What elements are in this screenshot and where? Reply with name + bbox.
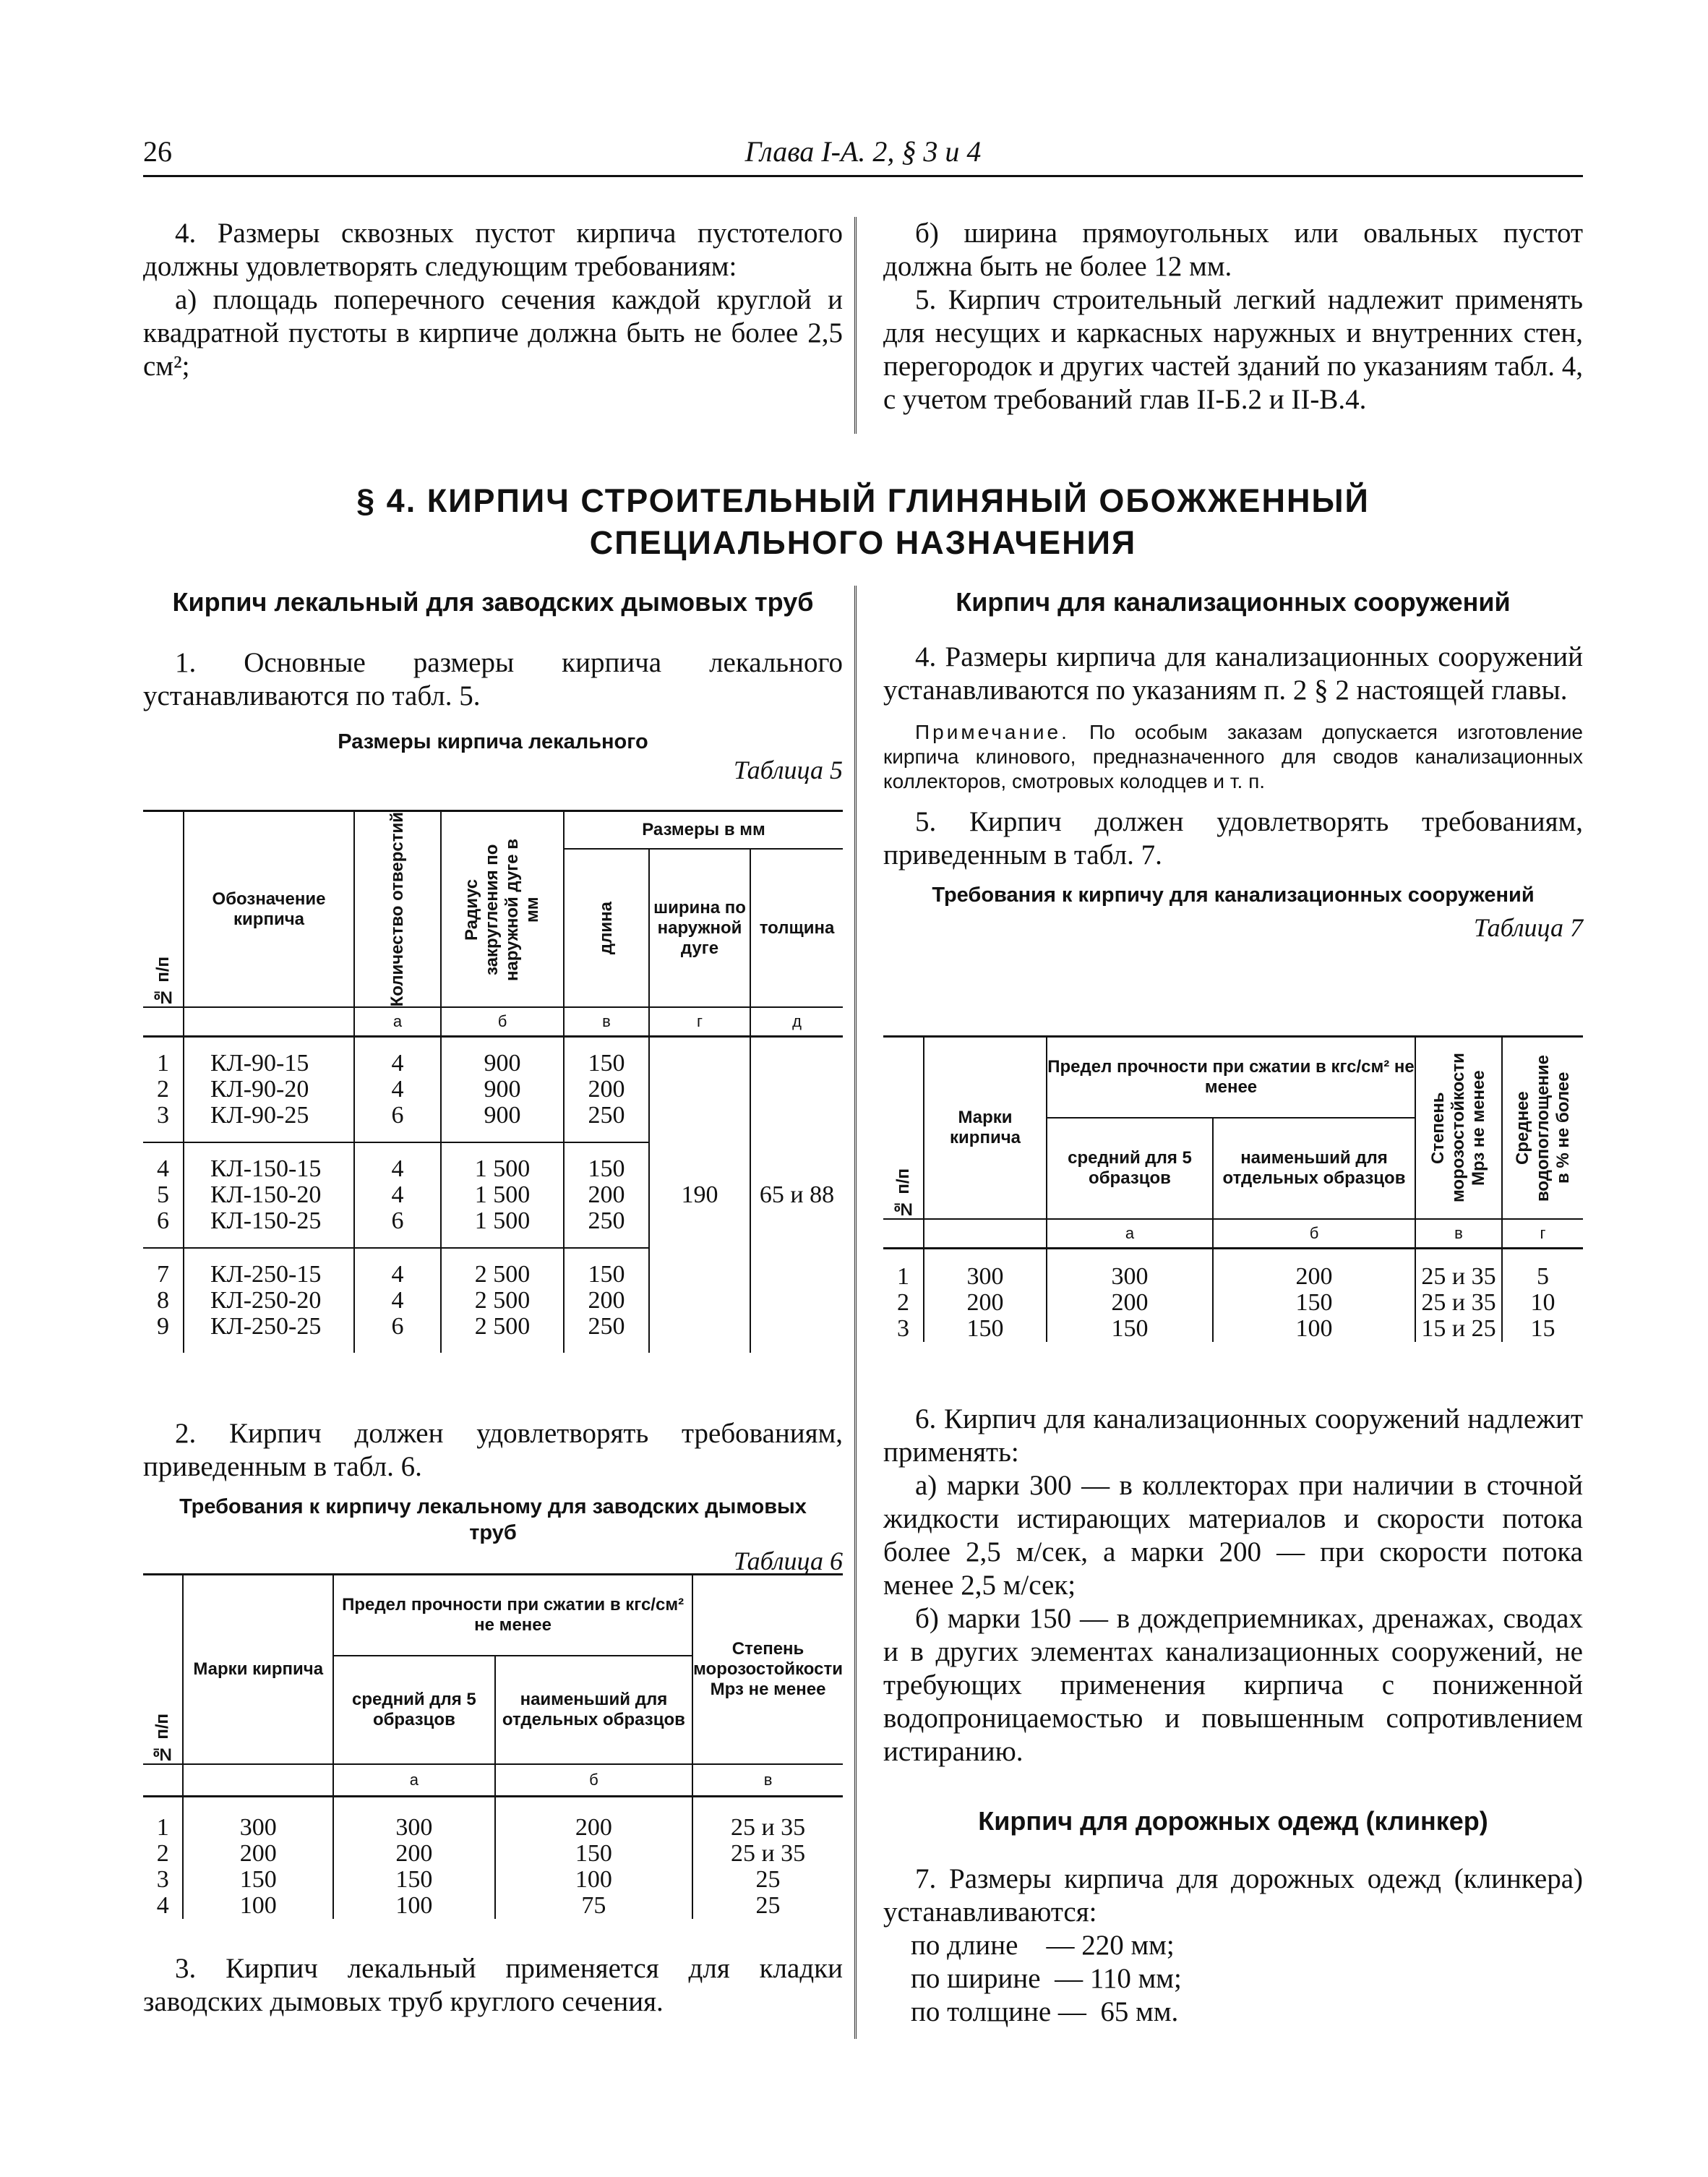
table-cell: 25 и 35 — [692, 1796, 843, 1841]
table-cell: 190 — [649, 1036, 750, 1353]
table-cell: 6 — [157, 1207, 169, 1234]
table-cell: 200 — [564, 1077, 649, 1103]
table-cell: 150 — [1047, 1316, 1213, 1342]
table-cell: 200 — [183, 1841, 333, 1867]
dimension-width: по ширине — 110 мм; — [911, 1963, 1182, 1994]
left-column-end — [143, 1952, 843, 2019]
table-cell: 2 500 — [441, 1288, 564, 1314]
t5-header-no: № п/п — [143, 811, 184, 1008]
table-cell: 200 — [924, 1290, 1047, 1316]
right-column-lower — [883, 1403, 1583, 2029]
table-cell: 25 и 35 — [1415, 1290, 1502, 1316]
table-cell: 6 — [354, 1103, 441, 1142]
t5-header-width: ширина по наружной дуге — [649, 849, 750, 1007]
table-cell: 2 500 — [441, 1248, 564, 1288]
t5-letter: г — [649, 1007, 750, 1036]
table-cell: 900 — [441, 1103, 564, 1142]
section-title-line2: СПЕЦИАЛЬНОГО НАЗНАЧЕНИЯ — [589, 524, 1137, 561]
table6-label: Таблица 6 — [733, 1547, 843, 1575]
t7-header-frost: Степень морозостойкости Мрз не менее — [1415, 1037, 1502, 1220]
table-cell: 9 — [157, 1312, 169, 1340]
table-cell: 4 — [143, 1142, 184, 1182]
table-cell: 3 — [157, 1101, 169, 1129]
table-cell: 4 — [354, 1036, 441, 1077]
table-cell: 2 500 — [441, 1314, 564, 1353]
table-cell: 300 — [924, 1248, 1047, 1290]
table7-caption: Требования к кирпичу для канализационных сооружений — [932, 884, 1535, 907]
t5-header-length: длина — [564, 849, 649, 1007]
table-cell: 25 — [692, 1893, 843, 1919]
table-cell: 200 — [495, 1796, 692, 1841]
t7-letter: б — [1213, 1219, 1415, 1248]
table-cell: 7 — [143, 1248, 184, 1288]
table6-caption: Требования к кирпичу лекальному для заводских дымовых труб — [179, 1495, 807, 1544]
table-cell: КЛ-90-20 — [184, 1077, 354, 1103]
paragraph-r7: 7. Размеры кирпича для дорожных одежд (клинкера) устанавливаются: — [883, 1863, 1583, 1928]
table-cell: 900 — [441, 1077, 564, 1103]
table-cell: 3 — [897, 1314, 909, 1342]
table-cell: КЛ-250-15 — [184, 1248, 354, 1288]
table-row — [143, 1893, 843, 1919]
table-row — [143, 1036, 843, 1077]
table-cell: 250 — [564, 1103, 649, 1142]
table-cell: 150 — [924, 1316, 1047, 1342]
table-6 — [143, 1573, 843, 1919]
table-cell: 10 — [1502, 1290, 1583, 1316]
table-cell: 25 и 35 — [1415, 1248, 1502, 1290]
t6-header-min: наименьший для отдельных образцов — [495, 1656, 692, 1764]
table-cell: 100 — [333, 1893, 495, 1919]
paragraph-r4: 4. Размеры кирпича для канализационных сооружений устанавливаются по указаниям п. 2 § 2 настоящей главы. — [883, 641, 1583, 706]
t5-header-mark: Обозначение кирпича — [184, 811, 354, 1008]
table-cell: КЛ-90-15 — [184, 1036, 354, 1077]
table-cell: КЛ-90-25 — [184, 1103, 354, 1142]
t7-letter: г — [1502, 1219, 1583, 1248]
table-cell: 4 — [354, 1142, 441, 1182]
table-cell: 4 — [354, 1182, 441, 1208]
table-cell: КЛ-250-25 — [184, 1314, 354, 1353]
table-cell: 5 — [1502, 1248, 1583, 1290]
section-title-line1: § 4. КИРПИЧ СТРОИТЕЛЬНЫЙ ГЛИНЯНЫЙ ОБОЖЖЕННЫЙ — [356, 482, 1370, 519]
t6-letter: б — [495, 1764, 692, 1796]
t7-letter: в — [1415, 1219, 1502, 1248]
table-cell: 300 — [333, 1796, 495, 1841]
table-cell: 900 — [441, 1036, 564, 1077]
table-cell: 1 — [897, 1262, 909, 1290]
table-cell: 200 — [564, 1288, 649, 1314]
t6-header-no: № п/п — [143, 1575, 183, 1765]
t6-header-avg: средний для 5 образцов — [333, 1656, 495, 1764]
table-cell: 150 — [564, 1142, 649, 1182]
column-divider — [854, 586, 859, 2039]
t7-header-avg: средний для 5 образцов — [1047, 1118, 1213, 1219]
table-cell: 3 — [156, 1865, 169, 1893]
table-cell: 200 — [564, 1182, 649, 1208]
top-left-column — [143, 217, 843, 383]
t5-letter: в — [564, 1007, 649, 1036]
table-cell: 150 — [333, 1867, 495, 1893]
table-cell: 150 — [564, 1248, 649, 1288]
table-cell: 300 — [1047, 1248, 1213, 1290]
t7-header-strength: Предел прочности при сжатии в кгс/см² не менее — [1047, 1037, 1415, 1119]
table-row — [883, 1290, 1583, 1316]
top-right-column — [883, 217, 1583, 416]
table-cell: 250 — [564, 1314, 649, 1353]
t5-header-thick: толщина — [750, 849, 843, 1007]
dimension-length: по длине — 220 мм; — [911, 1930, 1175, 1961]
subheading-klinker: Кирпич для дорожных одежд (клинкер) — [978, 1806, 1488, 1836]
paragraph-4b: б) ширина прямоугольных или овальных пустот должна быть не более 12 мм. — [883, 218, 1583, 282]
paragraph-r5: 5. Кирпич должен удовлетворять требованиям, приведенным в табл. 7. — [883, 806, 1583, 871]
t6-header-frost: Степень морозостойкости Мрз не менее — [692, 1575, 843, 1765]
table-cell: 4 — [156, 1891, 169, 1919]
paragraph-2: 2. Кирпич должен удовлетворять требованиям, приведенным в табл. 6. — [143, 1418, 843, 1482]
table-cell: 150 — [495, 1841, 692, 1867]
table-cell: 25 и 35 — [692, 1841, 843, 1867]
t6-header-mark: Марки кирпича — [183, 1575, 333, 1765]
paragraph-r6b: б) марки 150 — в дождеприемниках, дренажах, сводах и в других элементах канализационных сооружений, не требующих применения кирпича с пониженной водопроницаемостью и повышенным сопротивлением истиранию. — [883, 1603, 1583, 1767]
running-title: Глава I-А. 2, § 3 и 4 — [744, 135, 982, 168]
t5-letter: д — [750, 1007, 843, 1036]
t6-letter: а — [333, 1764, 495, 1796]
table-cell: 6 — [354, 1208, 441, 1248]
page-number: 26 — [143, 135, 172, 168]
paragraph-r6a: а) марки 300 — в коллекторах при наличии в сточной жидкости истирающих материалов и скорости потока более 2,5 м/сек, а марки 200 — при скорости потока менее 2,5 м/сек; — [883, 1470, 1583, 1601]
dimension-thickness: по толщине — 65 мм. — [911, 1996, 1179, 2027]
t6-header-strength: Предел прочности при сжатии в кгс/см² не менее — [333, 1575, 692, 1656]
paragraph-5: 5. Кирпич строительный легкий надлежит применять для несущих и каркасных наружных и внутренних стен, перегородок и других частей зданий по указаниям табл. 4, с учетом требований глав II-Б.2 и II-В.4. — [883, 284, 1583, 415]
table-row — [143, 1867, 843, 1893]
t7-letter: а — [1047, 1219, 1213, 1248]
table-cell: 200 — [1047, 1290, 1213, 1316]
table-cell: КЛ-150-15 — [184, 1142, 354, 1182]
t7-header-water: Среднее водопоглощение в % не более — [1502, 1037, 1583, 1220]
table-cell: 4 — [354, 1248, 441, 1288]
table-cell: 2 — [156, 1839, 169, 1867]
table-cell: 25 — [692, 1867, 843, 1893]
table-cell: 1 — [157, 1049, 169, 1077]
left-column-lower — [143, 1417, 843, 1576]
table-cell: 1 500 — [441, 1208, 564, 1248]
table5-caption: Размеры кирпича лекального — [338, 730, 648, 753]
subheading-lekalny: Кирпич лекальный для заводских дымовых труб — [172, 587, 814, 617]
table-cell: 8 — [157, 1286, 169, 1314]
table-cell: 150 — [183, 1867, 333, 1893]
note — [883, 720, 1583, 794]
table-cell: 100 — [1213, 1316, 1415, 1342]
table-cell: 4 — [354, 1077, 441, 1103]
table-cell: КЛ-250-20 — [184, 1288, 354, 1314]
table-row — [143, 1841, 843, 1867]
t5-header-radius: Радиус закругления по наружной дуге в мм — [441, 811, 564, 1008]
table7-label: Таблица 7 — [1473, 913, 1583, 942]
table5-label: Таблица 5 — [733, 756, 843, 784]
t7-header-mark: Марки кирпича — [924, 1037, 1047, 1220]
table-cell: 1 500 — [441, 1142, 564, 1182]
t5-letter: а — [354, 1007, 441, 1036]
table-cell: 100 — [495, 1867, 692, 1893]
table-cell: 200 — [333, 1841, 495, 1867]
table-cell: 2 — [157, 1075, 169, 1103]
table-cell: 15 — [1502, 1316, 1583, 1342]
table-cell: 6 — [354, 1314, 441, 1353]
table-cell: КЛ-150-25 — [184, 1208, 354, 1248]
table-row — [883, 1316, 1583, 1342]
t7-header-min: наименьший для отдельных образцов — [1213, 1118, 1415, 1219]
t6-letter: в — [692, 1764, 843, 1796]
table-cell: 65 и 88 — [750, 1036, 843, 1353]
table-5 — [143, 810, 843, 1353]
table-cell: 150 — [564, 1036, 649, 1077]
table-cell: 150 — [1213, 1290, 1415, 1316]
t7-header-no: № п/п — [883, 1037, 924, 1220]
subheading-kanal: Кирпич для канализационных сооружений — [956, 587, 1511, 617]
table-row — [143, 1796, 843, 1841]
paragraph-4: 4. Размеры сквозных пустот кирпича пустотелого должны удовлетворять следующим требованиям: — [143, 218, 843, 282]
column-divider — [854, 217, 859, 434]
table-row — [883, 1248, 1583, 1290]
paragraph-4a: а) площадь поперечного сечения каждой круглой и квадратной пустоты в кирпиче должна быть не более 2,5 см²; — [143, 284, 843, 382]
table-cell: 1 — [156, 1813, 169, 1841]
left-column — [143, 586, 843, 785]
table-cell: 300 — [183, 1796, 333, 1841]
table-cell: 200 — [1213, 1248, 1415, 1290]
t5-letter: б — [441, 1007, 564, 1036]
paragraph-r6: 6. Кирпич для канализационных сооружений надлежит применять: — [883, 1403, 1583, 1468]
table-cell: 4 — [354, 1288, 441, 1314]
table-7 — [883, 1035, 1583, 1342]
paragraph-3: 3. Кирпич лекальный применяется для кладки заводских дымовых труб круглого сечения. — [143, 1953, 843, 2017]
table-cell: 15 и 25 — [1415, 1316, 1502, 1342]
dimension-list — [883, 1929, 1583, 2029]
table-cell: 250 — [564, 1208, 649, 1248]
note-label: Примечание. — [915, 721, 1070, 743]
t5-header-holes: Количество отверстий — [354, 811, 441, 1008]
right-column — [883, 586, 1583, 943]
note-text: По особым заказам допускается изготовление кирпича клинового, предназначенного для сводов канализационных коллекторов, смотровых колодцев и т. п. — [883, 721, 1583, 792]
table-cell: 100 — [183, 1893, 333, 1919]
table-cell: 75 — [495, 1893, 692, 1919]
table-cell: 5 — [157, 1181, 169, 1208]
table-cell: 1 500 — [441, 1182, 564, 1208]
section-title — [143, 480, 1583, 564]
table-cell: КЛ-150-20 — [184, 1182, 354, 1208]
page-header — [143, 134, 1583, 177]
t5-header-dims: Размеры в мм — [564, 811, 843, 850]
paragraph-1: 1. Основные размеры кирпича лекального устанавливаются по табл. 5. — [143, 647, 843, 711]
table-cell: 2 — [897, 1288, 909, 1316]
